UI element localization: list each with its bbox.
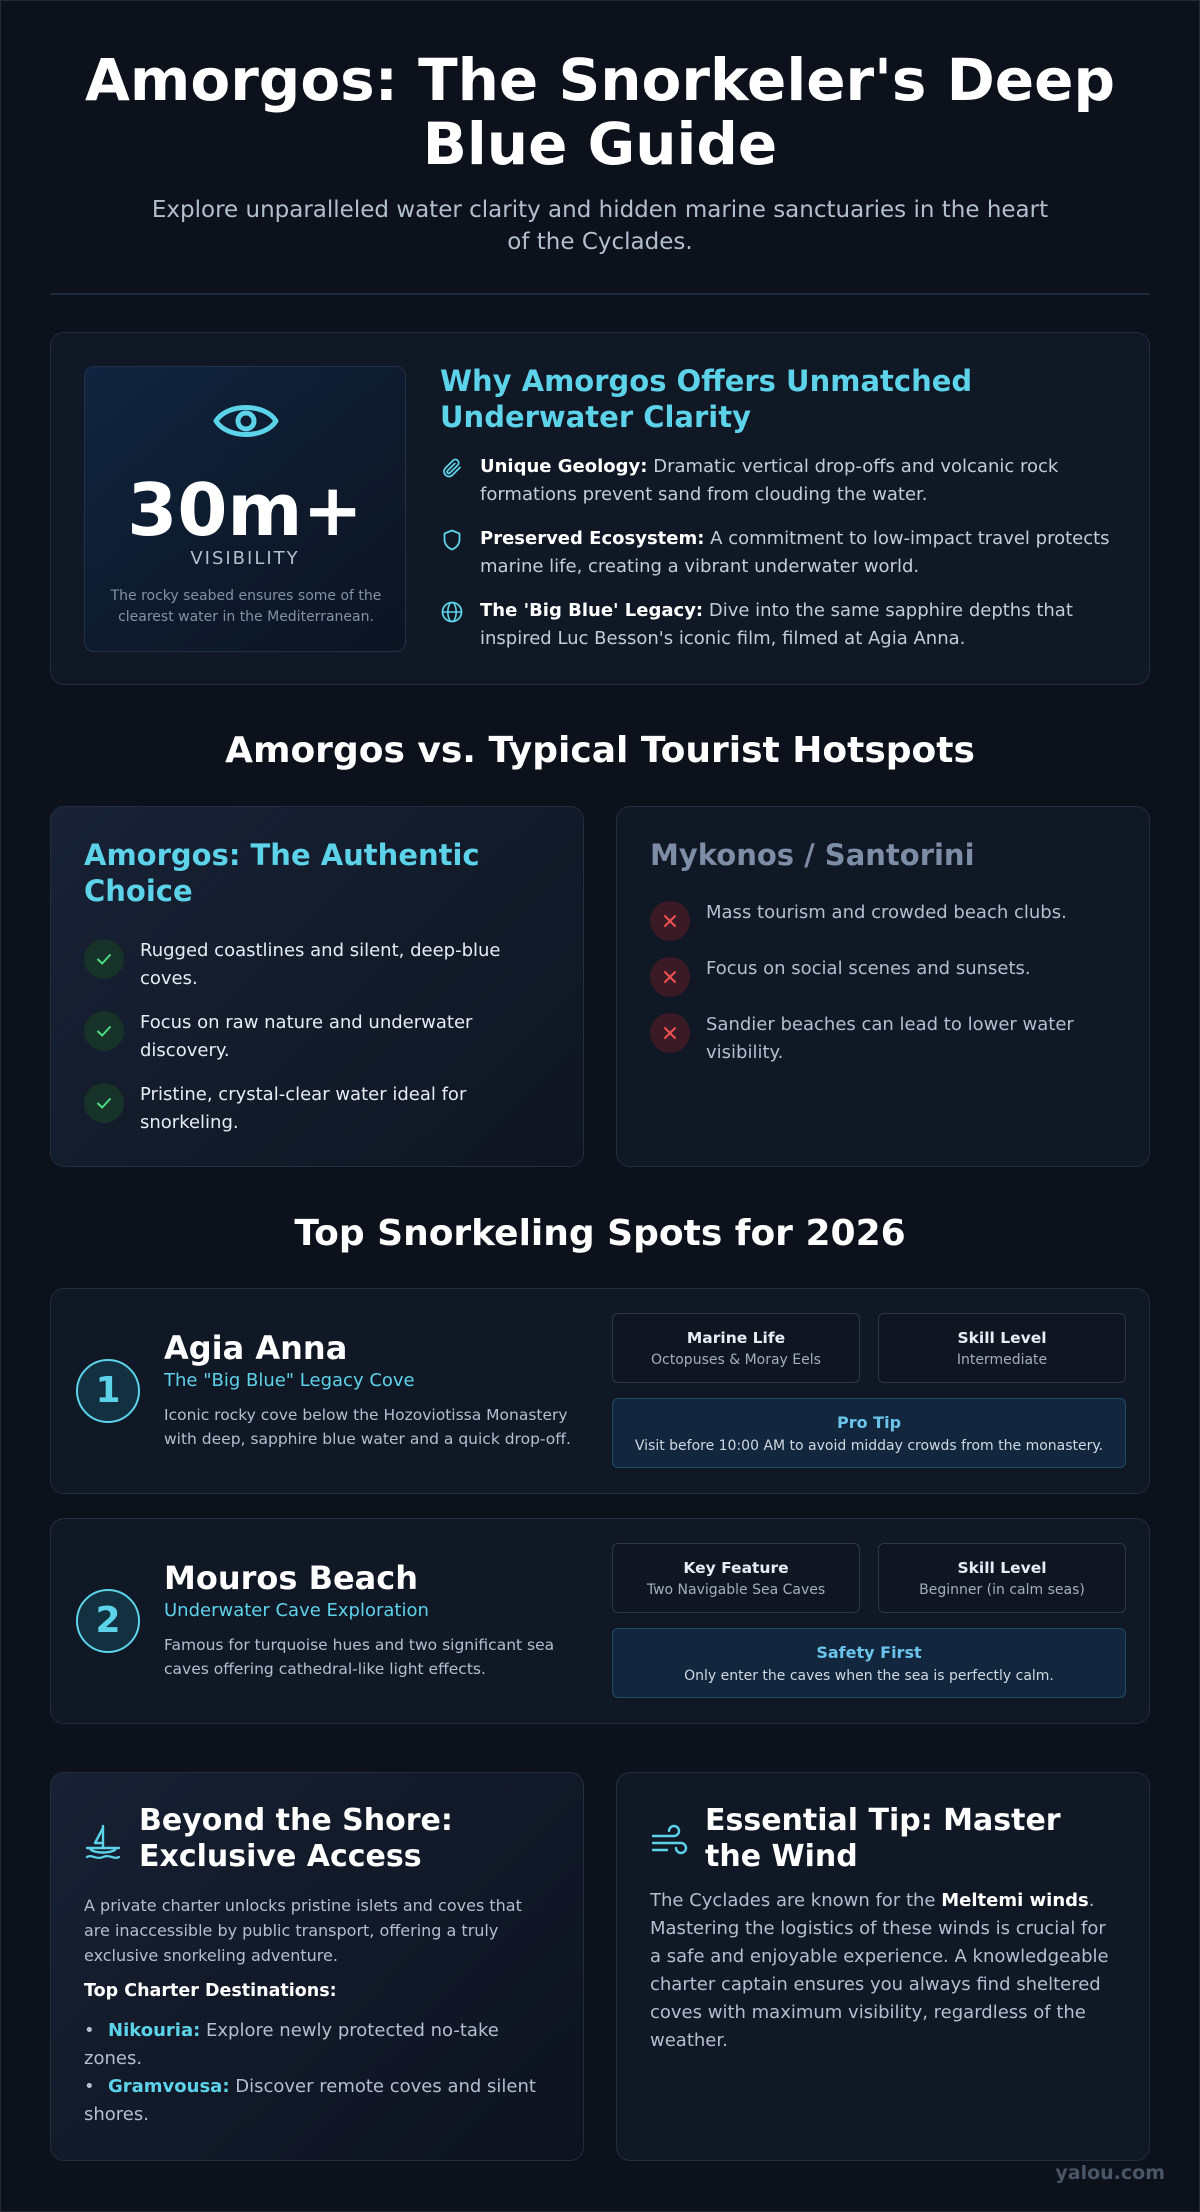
wind-tip-card	[616, 1772, 1150, 2161]
visibility-label: VISIBILITY	[190, 548, 300, 569]
amorgos-choice-heading: Amorgos: The Authentic Choice	[84, 838, 480, 908]
spot-name: Agia Anna	[164, 1329, 348, 1367]
spot-fact: Marine Life Octopuses & Moray Eels	[612, 1313, 860, 1383]
spot-tagline: Underwater Cave Exploration	[164, 1600, 429, 1621]
charter-card	[50, 1772, 584, 2161]
comparison-section-title: Amorgos vs. Typical Tourist Hotspots	[225, 730, 975, 771]
reason-big-blue	[440, 597, 1120, 653]
check-icon	[84, 939, 124, 979]
x-icon	[650, 901, 690, 941]
spot-description: Famous for turquoise hues and two significant sea caves offering cathedral-like light effects.	[164, 1636, 555, 1678]
charter-text: A private charter unlocks pristine islets and coves that are inaccessible by public transport, offering a truly exclusive snorkeling adventure.	[84, 1896, 522, 1965]
wind-title: Essential Tip: Master the Wind	[705, 1803, 1061, 1874]
reason-text: The 'Big Blue' Legacy: Dive into the same sapphire depths that inspired Luc Besson's iconic film, filmed at Agia Anna.	[480, 600, 1073, 649]
list-item: • Nikouria: Explore newly protected no-take zones.	[84, 2020, 499, 2069]
charter-subheading: Top Charter Destinations:	[84, 1981, 337, 2001]
check-icon	[84, 1083, 124, 1123]
spot-fact: Skill Level Beginner (in calm seas)	[878, 1543, 1126, 1613]
spot-description: Iconic rocky cove below the Hozoviotissa Monastery with deep, sapphire blue water and a quick drop-off.	[164, 1406, 571, 1448]
page-title: Amorgos: The Snorkeler's Deep Blue Guide	[85, 46, 1115, 178]
x-icon	[650, 957, 690, 997]
spot-card-agia-anna	[50, 1288, 1150, 1494]
spot-tip: Safety First Only enter the caves when the sea is perfectly calm.	[612, 1628, 1126, 1698]
spot-number: 2	[76, 1589, 140, 1653]
charter-title: Beyond the Shore: Exclusive Access	[139, 1803, 453, 1874]
spot-tip: Pro Tip Visit before 10:00 AM to avoid midday crowds from the monastery.	[612, 1398, 1126, 1468]
clarity-heading: Why Amorgos Offers Unmatched Underwater Clarity	[440, 364, 973, 434]
shield-icon	[440, 528, 464, 552]
list-item: Sandier beaches can lead to lower water visibility.	[650, 1011, 1120, 1067]
visibility-note: The rocky seabed ensures some of the clearest water in the Mediterranean.	[110, 588, 382, 625]
wind-text: The Cyclades are known for the Meltemi winds. Mastering the logistics of these winds is crucial for a safe and enjoyable experience. A knowledgeable charter captain ensures you always find sheltered coves with maximum visibility, regardless of the weather.	[650, 1890, 1109, 2051]
check-icon	[84, 1011, 124, 1051]
reason-ecosystem	[440, 525, 1120, 581]
list-item: Pristine, crystal-clear water ideal for snorkeling.	[84, 1081, 554, 1137]
reason-text: Unique Geology: Dramatic vertical drop-offs and volcanic rock formations prevent sand from clouding the water.	[480, 456, 1059, 505]
page-subtitle: Explore unparalleled water clarity and hidden marine sanctuaries in the heart of the Cyclades.	[151, 197, 1049, 255]
list-item: • Gramvousa: Discover remote coves and silent shores.	[84, 2076, 536, 2125]
wind-icon	[650, 1823, 688, 1861]
spot-fact: Key Feature Two Navigable Sea Caves	[612, 1543, 860, 1613]
spots-section-title: Top Snorkeling Spots for 2026	[294, 1213, 906, 1254]
brand-watermark: yalou.com	[1055, 2162, 1165, 2184]
globe-icon	[440, 600, 464, 624]
spot-number: 1	[76, 1359, 140, 1423]
visibility-value: 30m+	[127, 468, 363, 552]
clarity-card	[50, 332, 1150, 685]
x-icon	[650, 1013, 690, 1053]
reason-text: Preserved Ecosystem: A commitment to low-impact travel protects marine life, creating a vibrant underwater world.	[480, 528, 1110, 577]
list-item: Mass tourism and crowded beach clubs.	[650, 899, 1120, 927]
spot-card-mouros-beach	[50, 1518, 1150, 1724]
spot-tagline: The "Big Blue" Legacy Cove	[164, 1370, 415, 1391]
paperclip-icon	[440, 456, 464, 480]
amorgos-choice-card	[50, 806, 584, 1167]
hotspots-card	[616, 806, 1150, 1167]
list-item: Rugged coastlines and silent, deep-blue coves.	[84, 937, 554, 993]
spot-fact: Skill Level Intermediate	[878, 1313, 1126, 1383]
sailboat-icon	[84, 1823, 122, 1861]
list-item: Focus on social scenes and sunsets.	[650, 955, 1120, 983]
hotspots-heading: Mykonos / Santorini	[650, 838, 975, 872]
reason-geology	[440, 453, 1120, 509]
spot-name: Mouros Beach	[164, 1559, 418, 1597]
list-item: Focus on raw nature and underwater discovery.	[84, 1009, 554, 1065]
eye-icon	[213, 395, 279, 447]
visibility-stat	[84, 366, 406, 652]
